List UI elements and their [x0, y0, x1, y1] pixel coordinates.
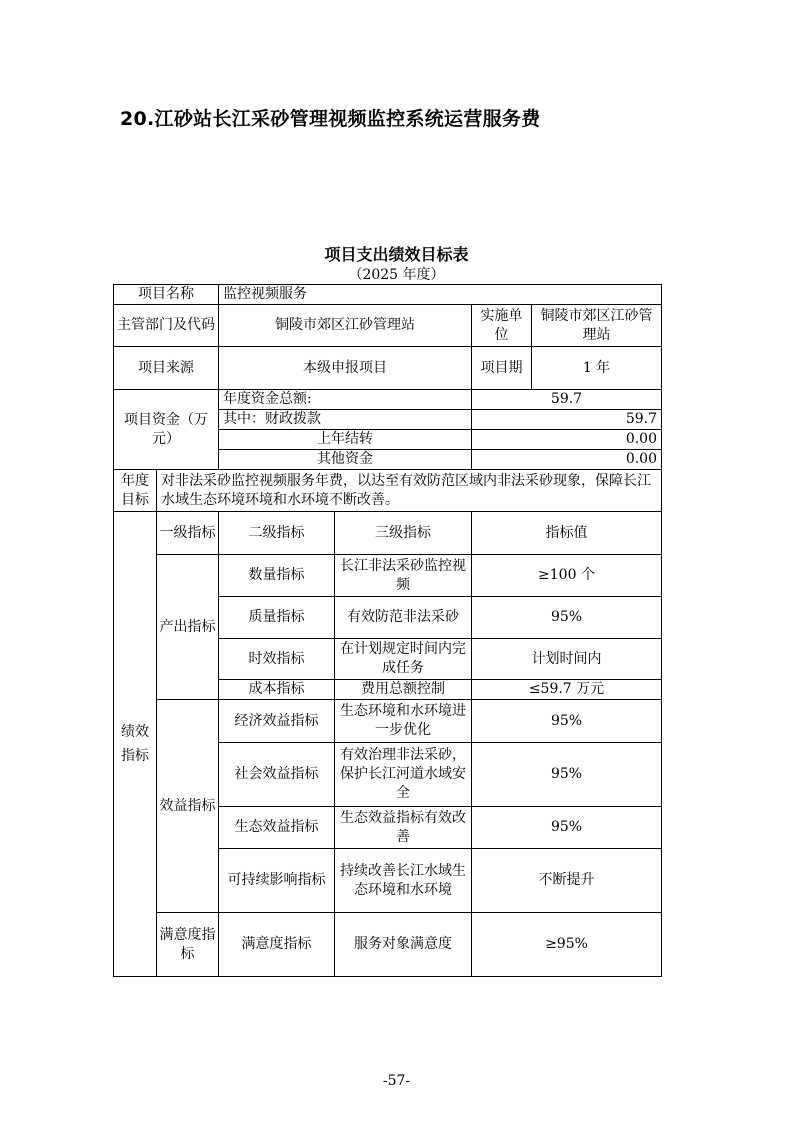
table-row [114, 347, 662, 390]
funds-other-label: 其他资金 [219, 450, 472, 470]
header-level3: 三级指标 [335, 512, 472, 555]
value-cell: 95% [472, 807, 662, 849]
funds-carry-label: 上年结转 [219, 430, 472, 450]
benefit-indicator-label: 效益指标 [157, 700, 219, 913]
funds-fiscal-value: 59.7 [472, 410, 662, 430]
level3-cell: 有效治理非法采砂，保护长江河道水域安全 [335, 743, 472, 807]
table-row [114, 555, 662, 597]
impl-value: 铜陵市郊区江砂管理站 [532, 305, 662, 347]
funds-carry-value: 0.00 [472, 430, 662, 450]
table-row [114, 470, 662, 512]
dept-value: 铜陵市郊区江砂管理站 [219, 305, 472, 347]
output-indicator-label: 产出指标 [157, 555, 219, 700]
funds-fiscal-label: 其中：财政拨款 [219, 410, 472, 430]
level3-cell: 长江非法采砂监控视频 [335, 555, 472, 597]
level2-cell: 成本指标 [219, 680, 335, 700]
value-cell: 计划时间内 [472, 639, 662, 680]
level3-cell: 费用总额控制 [335, 680, 472, 700]
level3-cell: 服务对象满意度 [335, 913, 472, 977]
header-level1: 一级指标 [157, 512, 219, 555]
table-row [114, 700, 662, 743]
level3-cell: 生态环境和水环境进一步优化 [335, 700, 472, 743]
impl-label: 实施单位 [472, 305, 532, 347]
value-cell: ≥95% [472, 913, 662, 977]
value-cell: ≤59.7 万元 [472, 680, 662, 700]
level2-cell: 时效指标 [219, 639, 335, 680]
level2-cell: 社会效益指标 [219, 743, 335, 807]
source-label: 项目来源 [114, 347, 219, 390]
table-row [114, 305, 662, 347]
level2-cell: 满意度指标 [219, 913, 335, 977]
level3-cell: 生态效益指标有效改善 [335, 807, 472, 849]
page-number: -57- [382, 1073, 411, 1089]
table-year: （2025 年度） [348, 267, 445, 283]
level2-cell: 质量指标 [219, 597, 335, 639]
value-cell: 95% [472, 700, 662, 743]
table-row [114, 913, 662, 977]
level2-cell: 可持续影响指标 [219, 849, 335, 913]
level3-cell: 在计划规定时间内完成任务 [335, 639, 472, 680]
level2-cell: 经济效益指标 [219, 700, 335, 743]
perf-indicator-label: 绩效指标 [114, 512, 157, 977]
table-row [114, 285, 662, 305]
header-value: 指标值 [472, 512, 662, 555]
goal-value: 对非法采砂监控视频服务年费，以达至有效防范区域内非法采砂现象，保障长江水域生态环境环境和水环境不断改善。 [157, 470, 662, 512]
level2-cell: 生态效益指标 [219, 807, 335, 849]
table-row [114, 390, 662, 410]
value-cell: 95% [472, 597, 662, 639]
value-cell: 95% [472, 743, 662, 807]
level2-cell: 数量指标 [219, 555, 335, 597]
funds-label: 项目资金（万元） [114, 390, 219, 470]
funds-total-value: 59.7 [472, 390, 662, 410]
period-label: 项目期 [472, 347, 532, 390]
goal-label: 年度目标 [114, 470, 157, 512]
project-name-label: 项目名称 [114, 285, 219, 305]
funds-total-label: 年度资金总额: [219, 390, 472, 410]
funds-other-value: 0.00 [472, 450, 662, 470]
page-heading: 20.江砂站长江采砂管理视频监控系统运营服务费 [120, 108, 541, 130]
value-cell: 不断提升 [472, 849, 662, 913]
table-row [114, 512, 662, 555]
project-name-value: 监控视频服务 [219, 285, 662, 305]
value-cell: ≥100 个 [472, 555, 662, 597]
period-value: 1 年 [532, 347, 662, 390]
level3-cell: 持续改善长江水域生态环境和水环境 [335, 849, 472, 913]
performance-table [113, 284, 662, 977]
source-value: 本级申报项目 [219, 347, 472, 390]
level3-cell: 有效防范非法采砂 [335, 597, 472, 639]
table-title: 项目支出绩效目标表 [324, 245, 469, 264]
satisfaction-indicator-label: 满意度指标 [157, 913, 219, 977]
header-level2: 二级指标 [219, 512, 335, 555]
dept-label: 主管部门及代码 [114, 305, 219, 347]
